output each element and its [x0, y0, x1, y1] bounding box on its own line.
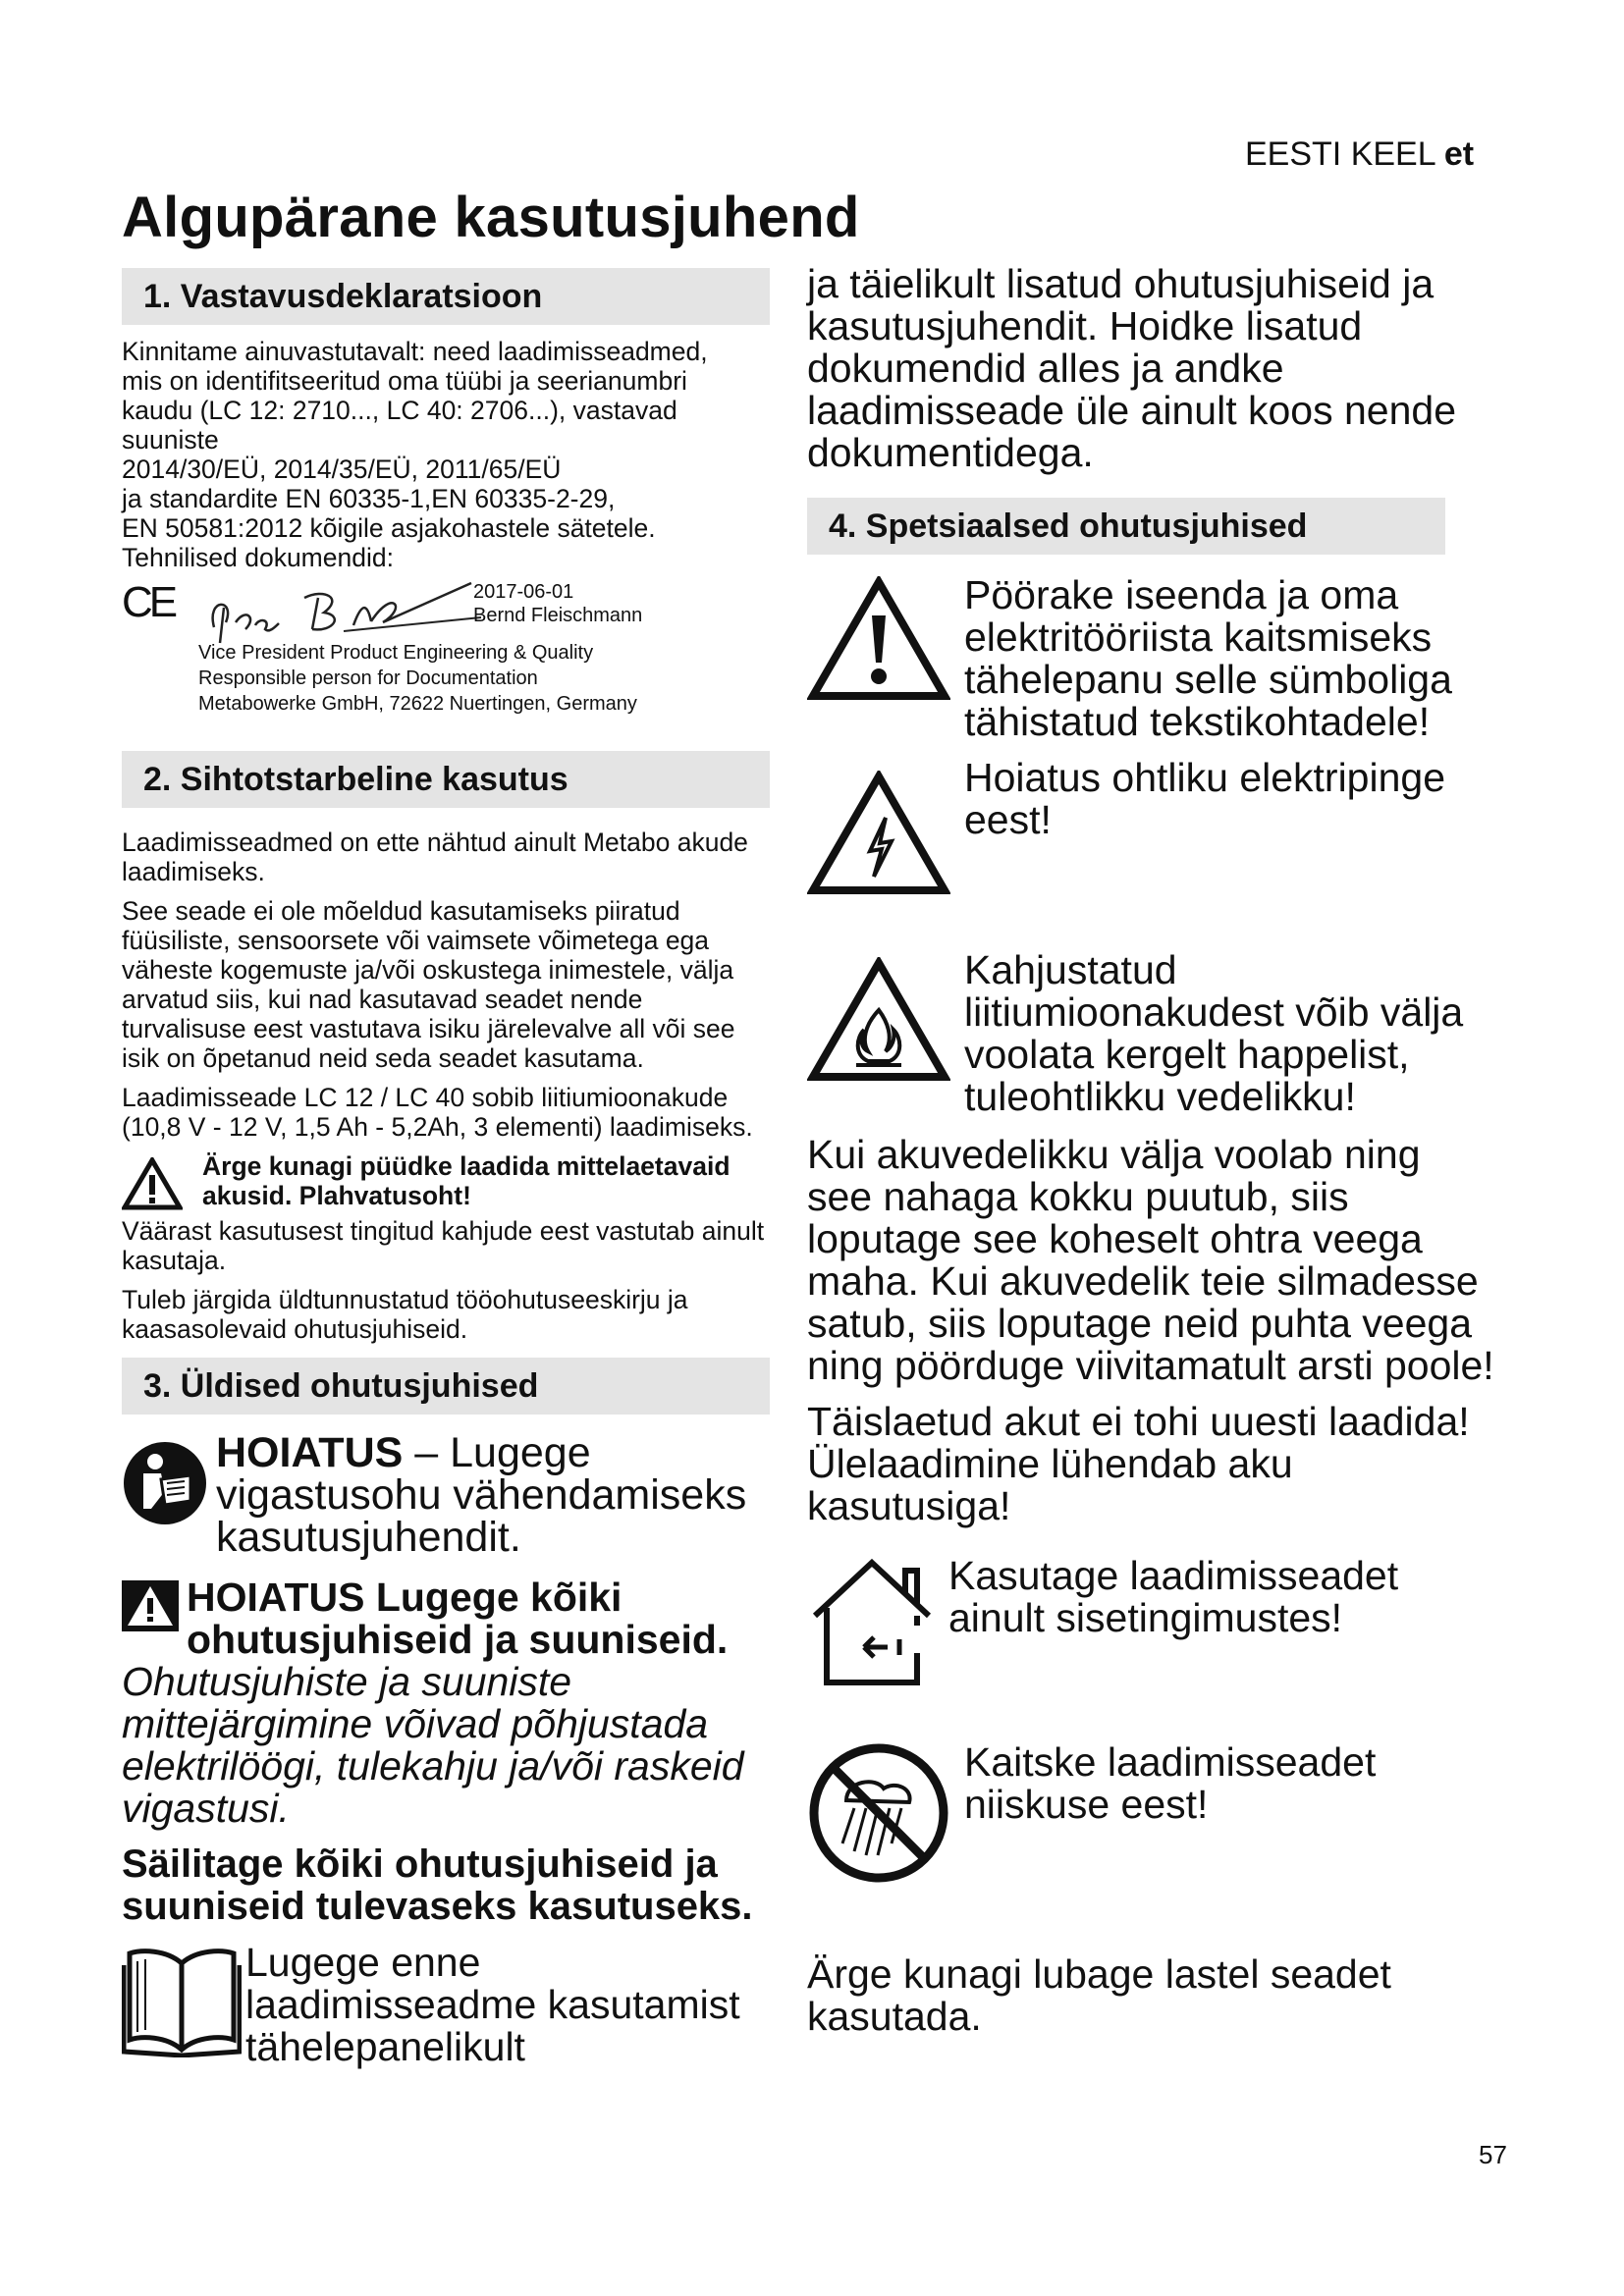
- section2-body: [122, 828, 770, 1344]
- declaration-line: suuniste: [122, 425, 219, 454]
- page-number: 57: [1479, 2140, 1507, 2169]
- hoiatus-consequence: Ohutusjuhiste ja suuniste mittejärgimine võivad põhjustada elektrilöögi, tulekahju ja/või raskeid vigastusi.: [122, 1659, 744, 1831]
- signature-responsibility: Responsible person for Documentation: [198, 667, 538, 689]
- section2-heading: 2. Sihtotstarbeline kasutus: [122, 751, 770, 808]
- declaration-text: [122, 337, 770, 572]
- flammable-icon: [807, 957, 950, 1083]
- hoiatus-label: HOIATUS: [216, 1429, 404, 1476]
- book-icon: [122, 1946, 242, 2057]
- fire-warning: [807, 949, 1494, 1118]
- fluid-contact-text: Kui akuvedelikku välja voolab ning see nahaga kokku puutub, siis loputage see koheselt ohtra veega maha. Kui akuvedelik teie silmadesse satub, siis loputage neid puhta veega ning pöörduge viivitamatult arsti poole!: [807, 1132, 1494, 1388]
- hoiatus-read-all: HOIATUS Lugege kõiki ohutusjuhiseid ja suuniseid.: [187, 1575, 729, 1662]
- ce-mark: CE: [122, 578, 175, 626]
- section4-heading: 4. Spetsiaalsed ohutusjuhised: [807, 498, 1445, 555]
- signature-role: Vice President Product Engineering & Quality: [198, 642, 594, 664]
- declaration-line: mis on identifitseeritud oma tüübi ja seerianumbri: [122, 366, 687, 396]
- declaration-line: Kinnitame ainuvastutavalt: need laadimisseadmed,: [122, 337, 708, 366]
- read-manual-text: [216, 1429, 770, 1561]
- explosion-warning-text: Ärge kunagi püüdke laadida mittelaetavaid akusid. Plahvatusoht!: [202, 1151, 731, 1210]
- warning-box-icon: [122, 1580, 179, 1631]
- safety-instructions-warning: [122, 1576, 770, 1830]
- signature-name: Bernd Fleischmann: [473, 605, 643, 626]
- moisture-text: Kaitske laadimisseadet niiskuse eest!: [964, 1739, 1377, 1827]
- no-moisture-icon: [807, 1741, 950, 1885]
- section3-heading: 3. Üldised ohutusjuhised: [122, 1358, 770, 1415]
- declaration-line: Tehnilised dokumendid:: [122, 543, 394, 572]
- signature-block: [122, 578, 770, 725]
- section2-paragraph: See seade ei ole mõeldud kasutamiseks piiratud füüsiliste, sensoorsete või vaimsete võimetega ega väheste kogemuste ja/või oskustega inimestele, välja arvatud siis, kui nad kasutavad seadet nende turvalisuse eest vastutava isiku järelevalve all või see isik on õpetanud neid seda seadet kasutama.: [122, 896, 735, 1073]
- read-manual-warning: [122, 1429, 770, 1561]
- declaration-line: ja standardite EN 60335-1,EN 60335-2-29,: [122, 484, 616, 513]
- high-voltage-icon: [807, 771, 950, 896]
- signature-date: 2017-06-01: [473, 581, 574, 603]
- recharge-text: Täislaetud akut ei tohi uuesti laadida! Ülelaadimine lühendab aku kasutusiga!: [807, 1399, 1470, 1528]
- declaration-line: EN 50581:2012 kõigile asjakohastele sätetele.: [122, 513, 656, 543]
- warning-triangle-icon: [122, 1157, 183, 1210]
- read-manual-instruction: – Lugege vigastusohu vähendamiseks kasutusjuhendit.: [216, 1429, 747, 1561]
- attention-instruction: [807, 574, 1494, 743]
- book-instruction-text: Lugege enne laadimisseadme kasutamist tähelepanelikult: [245, 1940, 740, 2069]
- section2-paragraph: Väärast kasutusest tingitud kahjude eest vastutab ainult kasutaja.: [122, 1216, 765, 1275]
- voltage-text: Hoiatus ohtliku elektripinge eest!: [964, 755, 1445, 842]
- children-warning: Ärge kunagi lubage lastel seadet kasutada.: [807, 1951, 1391, 2039]
- declaration-line: 2014/30/EÜ, 2014/35/EÜ, 2011/65/EÜ: [122, 454, 562, 484]
- signature-company: Metabowerke GmbH, 72622 Nuertingen, Germany: [198, 693, 637, 715]
- language-code: et: [1443, 135, 1475, 173]
- keep-instructions: Säilitage kõiki ohutusjuhiseid ja suuniseid tulevaseks kasutuseks.: [122, 1842, 753, 1928]
- right-column: [807, 263, 1494, 2038]
- section2-paragraph: Laadimisseade LC 12 / LC 40 sobib liitiumioonakude (10,8 V - 12 V, 1,5 Ah - 5,2Ah, 3 elementi) laadimiseks.: [122, 1083, 753, 1142]
- language-label: [1245, 135, 1474, 174]
- moisture-protection: [807, 1741, 1494, 1926]
- section1-heading: 1. Vastavusdeklaratsioon: [122, 268, 770, 325]
- indoor-text: Kasutage laadimisseadet ainult sisetingimustes!: [948, 1553, 1399, 1640]
- declaration-line: kaudu (LC 12: 2710..., LC 40: 2706...), vastavad: [122, 396, 677, 425]
- fire-text: Kahjustatud liitiumioonakudest võib välja voolata kergelt happelist, tuleohtlikku vedelikku!: [964, 947, 1464, 1119]
- attention-triangle-icon: [807, 576, 950, 702]
- book-instruction: [122, 1942, 770, 2068]
- language-name: EESTI KEEL: [1245, 135, 1435, 173]
- section2-paragraph: Laadimisseadmed on ette nähtud ainult Metabo akude laadimiseks.: [122, 828, 748, 886]
- page-title: Algupärane kasutusjuhend: [122, 186, 860, 249]
- section2-paragraph: Tuleb järgida üldtunnustatud tööohutuseeskirju ja kaasasolevaid ohutusjuhiseid.: [122, 1285, 688, 1344]
- voltage-warning: [807, 757, 1494, 922]
- explosion-warning: [122, 1151, 770, 1210]
- indoor-house-icon: [807, 1555, 935, 1690]
- left-column: [122, 268, 770, 2068]
- continuation-text: ja täielikult lisatud ohutusjuhiseid ja kasutusjuhendit. Hoidke lisatud dokumendid alles ja andke laadimisseade üle ainult koos nende dokumentidega.: [807, 261, 1457, 475]
- indoor-use: [807, 1555, 1494, 1722]
- read-manual-icon: [122, 1440, 208, 1526]
- attention-text: Pöörake iseenda ja oma elektritööriista kaitsmiseks tähelepanu selle sümboliga tähistatud tekstikohtadele!: [964, 572, 1452, 744]
